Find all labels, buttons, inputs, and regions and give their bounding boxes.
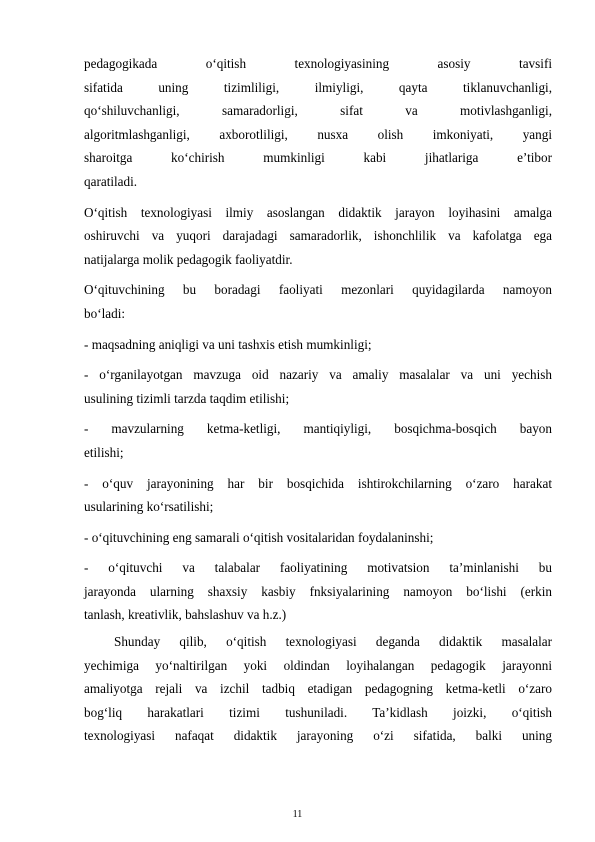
text-line: - o‘quv jarayonining har bir bosqichida ishtirokchilarning o‘zaro harakat bbox=[84, 475, 552, 491]
text-line: etilishi; bbox=[84, 444, 124, 460]
text-line: bog‘liq harakatlari tizimi tushuniladi. Ta’kidlash joizki, o‘qitish bbox=[84, 704, 552, 720]
text-line: - mavzularning ketma-ketligi, mantiqiyligi, bosqichma-bosqich bayon bbox=[84, 421, 552, 437]
text-line: - maqsadning aniqligi va uni tashxis etish mumkinligi; bbox=[84, 336, 372, 352]
paragraph-2 bbox=[84, 201, 552, 272]
text-line: yechimiga yo‘naltirilgan yoki oldindan loyihalangan pedagogik jarayonni bbox=[84, 657, 552, 673]
paragraph-1 bbox=[84, 52, 552, 194]
list-item-2 bbox=[84, 363, 552, 410]
text-line: sifatida uning tizimliligi, ilmiyligi, qayta tiklanuvchanligi, bbox=[84, 79, 552, 95]
text-line: pedagogikada o‘qitish texnologiyasining asosiy tavsifi bbox=[84, 56, 552, 71]
list-item-1 bbox=[84, 333, 552, 357]
list-item-4 bbox=[84, 472, 552, 519]
list-item-3 bbox=[84, 417, 552, 464]
text-line: bo‘ladi: bbox=[84, 305, 126, 321]
text-line: amaliyotga rejali va izchil tadbiq etadigan pedagogning ketma-ketli o‘zaro bbox=[84, 681, 552, 697]
text-line: algoritmlashganligi, axborotliligi, nusxa olish imkoniyati, yangi bbox=[84, 126, 552, 142]
text-line: O‘qitish texnologiyasi ilmiy asoslangan didaktik jarayon loyihasini amalga bbox=[84, 204, 552, 220]
text-line: - o‘qituvchi va talabalar faoliyatining motivatsion ta’minlanishi bu bbox=[84, 560, 552, 576]
text-line: - o‘qituvchining eng samarali o‘qitish vositalaridan foydalaninshi; bbox=[84, 529, 434, 545]
text-line: - o‘rganilayotgan mavzuga oid nazariy va amaliy masalalar va uni yechish bbox=[84, 367, 552, 383]
text-line: tanlash, kreativlik, bahslashuv va h.z.) bbox=[84, 607, 287, 623]
text-line: sharoitga ko‘chirish mumkinligi kabi jihatlariga e’tibor bbox=[84, 150, 552, 166]
document-page bbox=[84, 52, 552, 748]
text-line: qo‘shiluvchanligi, samaradorligi, sifat va motivlashganligi, bbox=[84, 103, 552, 119]
paragraph-3 bbox=[84, 278, 552, 325]
page-number: 11 bbox=[292, 809, 303, 820]
paragraph-conclusion bbox=[84, 630, 552, 748]
text-line: texnologiyasi nafaqat didaktik jarayoning o‘zi sifatida, balki uning bbox=[84, 728, 552, 744]
text-line: qaratiladi. bbox=[84, 173, 138, 189]
text-line: jarayonda ularning shaxsiy kasbiy fnksiyalarining namoyon bo‘lishi (erkin bbox=[84, 583, 552, 599]
text-line: natijalarga molik pedagogik faoliyatdir. bbox=[84, 251, 293, 267]
list-item-6 bbox=[84, 556, 552, 627]
text-line: usulining tizimli tarzda taqdim etilishi; bbox=[84, 390, 290, 406]
list-item-5 bbox=[84, 526, 552, 550]
text-line: Shunday qilib, o‘qitish texnologiyasi deganda didaktik masalalar bbox=[114, 634, 552, 650]
text-line: oshiruvchi va yuqori darajadagi samaradorlik, ishonchlilik va kafolatga ega bbox=[84, 228, 552, 244]
text-line: usularining ko‘rsatilishi; bbox=[84, 499, 214, 515]
text-line: O‘qituvchining bu boradagi faoliyati mezonlari quyidagilarda namoyon bbox=[84, 282, 552, 298]
